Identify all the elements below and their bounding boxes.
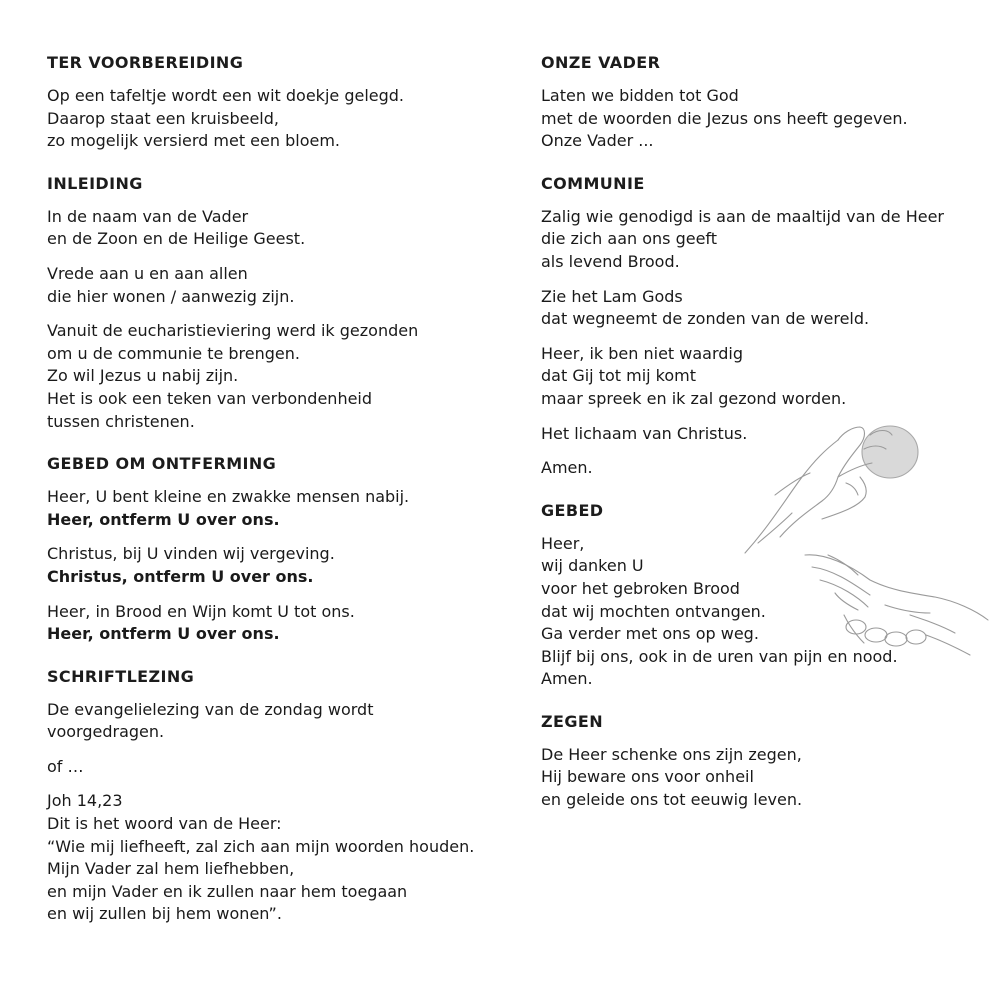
hands-receiving-host-icon (740, 415, 990, 680)
response-line: Heer, ontferm U over ons. (47, 509, 280, 529)
section-schriftlezing (47, 666, 497, 926)
text-line: Joh 14,23 (47, 791, 123, 811)
text-line: Vrede aan u en aan allen (47, 263, 248, 283)
section-gebed-om-ontferming (47, 453, 497, 646)
text-line: en de Zoon en de Heilige Geest. (47, 229, 306, 249)
text-line: Het lichaam van Christus. (541, 423, 748, 443)
text-line: Hij beware ons voor onheil (541, 767, 754, 787)
text-line: Heer, U bent kleine en zwakke mensen nabij. (47, 487, 410, 507)
host-icon (862, 426, 918, 478)
response-line: Christus, ontferm U over ons. (47, 566, 314, 586)
text-line: De evangelielezing van de zondag wordt (47, 699, 374, 719)
text-line: maar spreek en ik zal gezond worden. (541, 388, 847, 408)
text-line: tussen christenen. (47, 411, 195, 431)
text-line: In de naam van de Vader (47, 206, 249, 226)
paragraph (47, 543, 497, 588)
text-line: die zich aan ons geeft (541, 229, 718, 249)
text-line: Zo wil Jezus u nabij zijn. (47, 366, 239, 386)
text-line: Heer, (541, 533, 585, 553)
text-line: en geleide ons tot eeuwig leven. (541, 790, 803, 810)
text-line: Onze Vader ... (541, 131, 654, 151)
section-zegen (541, 711, 971, 812)
paragraph (541, 744, 971, 812)
text-line: Daarop staat een kruisbeeld, (47, 108, 279, 128)
text-line: zo mogelijk versierd met een bloem. (47, 131, 340, 151)
heading-ter-voorbereiding: TER VOORBEREIDING (47, 53, 244, 72)
paragraph (47, 756, 497, 779)
text-line: Heer, in Brood en Wijn komt U tot ons. (47, 601, 355, 621)
text-line: en mijn Vader en ik zullen naar hem toegaan (47, 881, 408, 901)
text-line: Heer, ik ben niet waardig (541, 343, 744, 363)
text-line: dat wij mochten ontvangen. (541, 601, 766, 621)
text-line: of … (47, 756, 84, 776)
heading-zegen: ZEGEN (541, 711, 603, 731)
paragraph (47, 699, 497, 744)
text-line: Blijf bij ons, ook in de uren van pijn en nood. (541, 646, 898, 666)
text-line: “Wie mij liefheeft, zal zich aan mijn woorden houden. (47, 836, 475, 856)
paragraph (541, 286, 971, 331)
heading-onze-vader: ONZE VADER (541, 53, 661, 72)
text-line: als levend Brood. (541, 251, 680, 271)
text-line: dat Gij tot mij komt (541, 366, 697, 386)
paragraph (47, 790, 497, 926)
paragraph (541, 206, 971, 274)
text-line: voorgedragen. (47, 722, 165, 742)
text-line: wij danken U (541, 556, 644, 576)
text-line: Amen. (541, 669, 593, 689)
text-line: Ga verder met ons op weg. (541, 624, 759, 644)
paragraph (541, 85, 971, 153)
paragraph (47, 85, 497, 153)
paragraph (47, 263, 497, 308)
left-column (47, 52, 497, 946)
text-line: met de woorden die Jezus ons heeft gegeven. (541, 108, 908, 128)
heading-inleiding: INLEIDING (47, 173, 143, 193)
section-ter-voorbereiding (47, 52, 497, 153)
text-line: en wij zullen bij hem wonen”. (47, 904, 282, 924)
section-inleiding (47, 173, 497, 433)
section-onze-vader (541, 52, 971, 153)
text-line: om u de communie te brengen. (47, 343, 300, 363)
text-line: Amen. (541, 458, 593, 478)
text-line: dat wegneemt de zonden van de wereld. (541, 309, 870, 329)
paragraph (47, 486, 497, 531)
text-line: Op een tafeltje wordt een wit doekje gelegd. (47, 86, 405, 105)
paragraph (541, 343, 971, 411)
text-line: Vanuit de eucharistieviering werd ik gezonden (47, 321, 419, 341)
text-line: Laten we bidden tot God (541, 86, 739, 105)
text-line: Zie het Lam Gods (541, 286, 683, 306)
paragraph (47, 206, 497, 251)
paragraph (47, 320, 497, 433)
text-line: De Heer schenke ons zijn zegen, (541, 744, 802, 764)
text-line: die hier wonen / aanwezig zijn. (47, 286, 295, 306)
heading-gebed-om-ontferming: GEBED OM ONTFERMING (47, 454, 277, 474)
paragraph (47, 601, 497, 646)
text-line: Dit is het woord van de Heer: (47, 814, 282, 834)
text-line: Christus, bij U vinden wij vergeving. (47, 544, 335, 564)
text-line: Mijn Vader zal hem liefhebben, (47, 859, 295, 879)
response-line: Heer, ontferm U over ons. (47, 624, 280, 644)
text-line: voor het gebroken Brood (541, 578, 740, 598)
text-line: Zalig wie genodigd is aan de maaltijd van de Heer (541, 206, 945, 226)
text-line: Het is ook een teken van verbondenheid (47, 388, 373, 408)
heading-gebed: GEBED (541, 500, 604, 520)
heading-schriftlezing: SCHRIFTLEZING (47, 666, 195, 686)
heading-communie: COMMUNIE (541, 173, 645, 193)
